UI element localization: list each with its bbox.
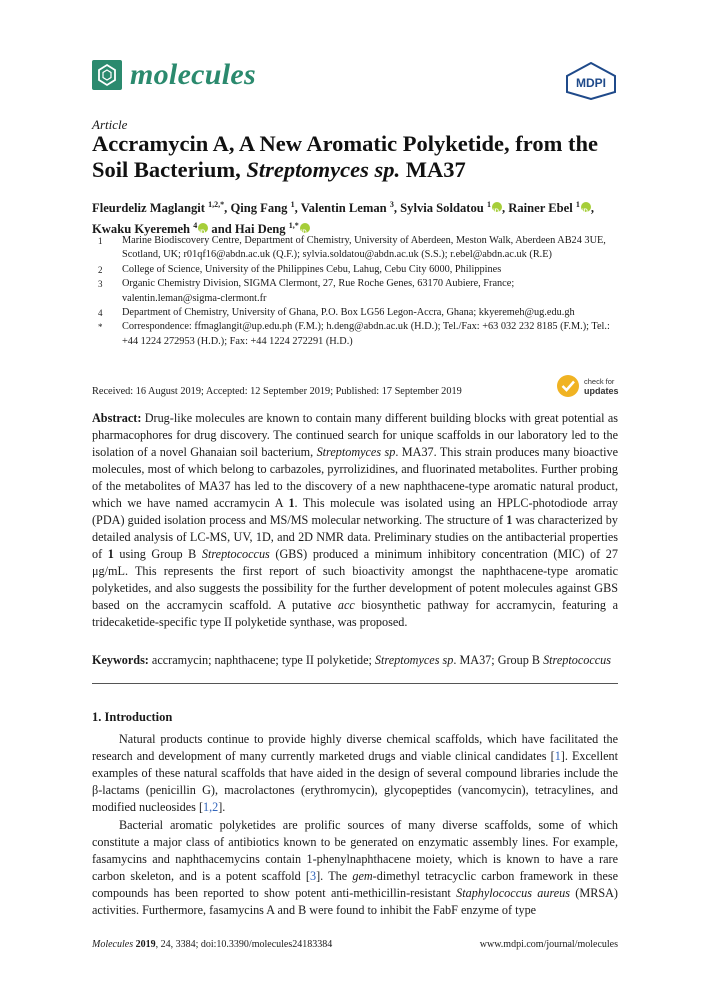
article-title <box>92 131 622 183</box>
authors-and: and <box>211 222 235 237</box>
abstract-text: Drug-like molecules are known to contain many different building blocks with great potential as pharmacophores for drug discovery. The continued search for unique scaffolds in our laboratory led to the isolation of a novel Ghanaian soil bacterium, <box>92 411 618 459</box>
author-name[interactable]: Fleurdeliz Maglangit <box>92 201 205 216</box>
paragraph-text: ]. <box>218 800 226 814</box>
orcid-icon[interactable] <box>300 223 310 233</box>
author-name[interactable]: Sylvia Soldatou <box>400 201 484 216</box>
affiliation-text: Organic Chemistry Division, SIGMA Clermont, 27, Rue Roche Genes, 63170 Aubiere, France; valentin.leman@sigma-clermont.fr <box>122 278 515 304</box>
abstract-text: . MA37. This strain produces many bioactive molecules, most of which belong to carbazoles, pyrrolizidines, and fluorinated metabolites. Further probing of the metabolites of MA37 has led to the discovery of a new naphthacene-type aromatic natural product, which we have named accramycin A <box>92 445 618 510</box>
mdpi-logo-text: MDPI <box>576 76 606 90</box>
author-affiliation-marker <box>576 200 580 209</box>
affiliation-item <box>92 263 622 277</box>
affiliation-number: 1,2, <box>208 200 221 209</box>
author-separator: , <box>294 201 301 216</box>
paragraph-text: ]. The <box>316 869 353 883</box>
author-name[interactable]: Qing Fang <box>230 201 288 216</box>
title-organism: Streptomyces sp. <box>246 157 401 182</box>
affiliation-number: 4 <box>193 221 198 231</box>
citation-link[interactable]: 3 <box>310 869 317 883</box>
paragraph <box>92 817 618 919</box>
author-affiliation-marker <box>487 200 491 209</box>
author-separator: , <box>224 201 231 216</box>
abstract-text: biosynthetic pathway for accramycin, featuring a tridecaketide-specific type II polyketide synthase, was proposed. <box>92 598 618 629</box>
author-name[interactable]: Rainer Ebel <box>508 201 573 216</box>
abstract-text: using Group B <box>113 547 202 561</box>
check-for-updates-badge[interactable] <box>556 372 626 402</box>
abstract-italic: acc <box>337 598 355 612</box>
footer-doi: , 24, 3384; doi:10.3390/molecules24183384 <box>155 939 333 950</box>
author-affiliation-marker <box>208 200 224 209</box>
affiliation-item <box>92 234 622 263</box>
keywords-text: accramycin; naphthacene; type II polyketide; <box>148 653 375 667</box>
paragraph-text: -dimethyl tetracyclic carbon framework in these compounds has been reported to show potent anti-methicillin-resistant <box>92 869 619 900</box>
footer-year: 2019 <box>135 939 156 950</box>
paragraph-text: (MRSA) activities. Furthermore, fasamycins A and B were found to inhibit the FabF enzyme of type <box>92 886 618 917</box>
affiliation-number: 1 <box>575 200 580 209</box>
author-separator: , <box>590 201 595 216</box>
affiliation-text: Correspondence: ffmaglangit@up.edu.ph (F.M.); h.deng@abdn.ac.uk (H.D.); Tel./Fax: +63 032 232 8185 (F.M.); Tel.: +44 1224 272953 (H.D.); Fax: +44 1224 272291 (H.D.) <box>122 321 610 347</box>
article-type: Article <box>92 117 128 132</box>
orcid-icon[interactable] <box>492 202 502 212</box>
author-name[interactable]: Valentin Leman <box>300 201 387 216</box>
mdpi-logo-icon <box>565 62 617 100</box>
author-name[interactable]: Kwaku Kyeremeh <box>92 222 191 237</box>
keywords-text: . MA37; Group B <box>453 653 544 667</box>
affiliation-number: 3 <box>389 200 394 209</box>
abstract-text: (GBS) produced a minimum inhibitory concentration (MIC) of 27 μg/mL. This represents the first report of such bioactivity amongst the naphthacene-type aromatic polyketides, and also suggests the possibility for the further development of potent molecules against GBS based on the accramycin scaffold. A putative <box>92 547 618 612</box>
affiliation-item <box>92 277 622 306</box>
journal-logo-icon <box>92 60 122 90</box>
author-affiliation-marker <box>289 221 299 230</box>
affiliation-number: 1 <box>486 200 491 209</box>
affiliation-number: * <box>98 322 103 333</box>
paragraph-text: Natural products continue to provide highly diverse chemical scaffolds, which have facilitated the research and development of many currently marketed drugs and viable clinical candidates [ <box>92 732 618 763</box>
abstract-italic: Streptomyces sp <box>316 445 396 459</box>
introduction-body <box>92 731 618 920</box>
paragraph-italic: Staphylococcus aureus <box>456 886 570 900</box>
footer-url[interactable]: www.mdpi.com/journal/molecules <box>479 939 618 950</box>
correspondence-mark: * <box>220 200 225 209</box>
affiliation-number: 3 <box>98 279 103 290</box>
citation-link[interactable]: 1 <box>554 749 561 763</box>
abstract-label: Abstract: <box>92 411 142 425</box>
affiliation-text: Department of Chemistry, University of Ghana, P.O. Box LG56 Legon-Accra, Ghana; kkyeremeh@ug.edu.gh <box>122 307 575 319</box>
title-line-1: Accramycin A, A New Aromatic Polyketide, from the <box>92 131 598 156</box>
paragraph-text: ]. Excellent examples of these natural scaffolds that have aided in the design of several compound libraries include the β-lactams (penicillin G), macrolactones (erythromycin), glycopeptides (vancomycin), tetracylines, and modified nucleosides [ <box>92 749 619 814</box>
keywords-italic: Streptococcus <box>543 653 611 667</box>
correspondence-mark: * <box>294 221 299 231</box>
check-updates-line1: check for <box>584 377 615 386</box>
abstract-italic: Streptococcus <box>201 547 270 561</box>
author-list <box>92 196 622 238</box>
section-heading: 1. Introduction <box>92 710 173 724</box>
keywords <box>92 652 618 669</box>
section-divider <box>92 683 618 684</box>
affiliation-item <box>92 320 622 349</box>
author-affiliation-marker <box>193 221 197 230</box>
author-separator: , <box>501 201 509 216</box>
citation-link[interactable]: 1,2 <box>203 800 219 814</box>
affiliation-number: 1, <box>288 221 295 231</box>
keywords-italic: Streptomyces sp <box>374 653 454 667</box>
compound-number: 1 <box>107 547 114 561</box>
paragraph-text: Bacterial aromatic polyketides are prolific sources of many diverse scaffolds, some of which constitute a major class of antibiotics known to be generated on enzymatic assembly lines. For example, fasamycins and naphthacemycins contain 1-phenylnaphthacene moiety, which is known to have a rare carbon skeleton, and is a potent scaffold [ <box>92 818 618 883</box>
affiliation-number: 1 <box>290 200 295 209</box>
paragraph-italic: gem <box>352 869 373 883</box>
compound-number: 1 <box>506 513 513 527</box>
author-name[interactable]: Hai Deng <box>234 222 286 237</box>
author-separator: , <box>393 201 401 216</box>
abstract-text: . This molecule was isolated using an HPLC-photodiode array (PDA) guided isolation process and MS/MS molecular networking. The structure of <box>92 496 618 527</box>
check-updates-line2: updates <box>584 386 619 396</box>
footer-journal: Molecules <box>92 939 134 950</box>
publication-dates: Received: 16 August 2019; Accepted: 12 September 2019; Published: 17 September 2019 <box>92 386 462 397</box>
abstract <box>92 410 618 631</box>
journal-name: molecules <box>130 58 257 91</box>
paragraph <box>92 731 618 816</box>
affiliation-item <box>92 306 622 320</box>
orcid-icon[interactable] <box>581 202 591 212</box>
orcid-icon[interactable] <box>198 223 208 233</box>
affiliation-number: 4 <box>98 308 103 319</box>
abstract-text: was characterized by detailed analysis of LC-MS, UV, 1D, and 2D NMR data. Preliminary studies on the antibacterial properties of <box>92 513 618 561</box>
affiliations <box>92 234 622 349</box>
affiliation-text: College of Science, University of the Philippines Cebu, Lahug, Cebu City 6000, Philippines <box>122 263 502 275</box>
title-line-2b: MA37 <box>400 157 466 182</box>
affiliation-number: 2 <box>98 264 103 275</box>
compound-number: 1 <box>288 496 295 510</box>
affiliation-number: 1 <box>98 236 103 246</box>
affiliation-text: Marine Biodiscovery Centre, Department of Chemistry, University of Aberdeen, Meston Walk, Aberdeen AB24 3UE, Scotland, UK; r01qf16@abdn.ac.uk (Q.F.); sylvia.soldatou@abdn.ac.uk (S.S.); r.ebel@abdn.ac.uk (R.E) <box>122 235 606 261</box>
keywords-label: Keywords: <box>92 653 149 667</box>
footer-citation <box>92 939 332 950</box>
title-line-2a: Soil Bacterium, <box>92 157 247 182</box>
